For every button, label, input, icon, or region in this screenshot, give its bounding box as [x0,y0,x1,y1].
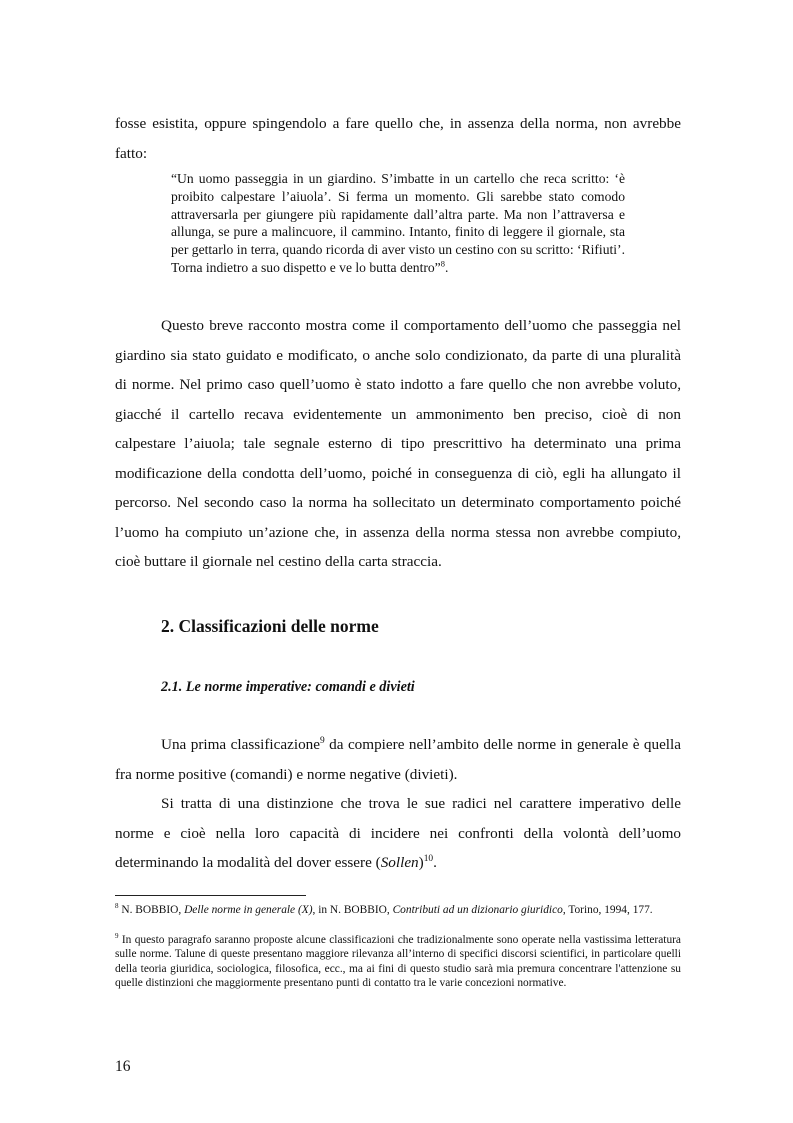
footnote-divider [115,895,306,896]
page-number: 16 [115,1058,131,1075]
block-quote: “Un uomo passeggia in un giardino. S’imbatte in un cartello che reca scritto: ‘è proibito calpestare l’aiuola’. Si ferma un momento. Gli sarebbe stato comodo attraversarla per giungere più rapidamente dall’altra parte. Ma non l’attraversa e allunga, se pure a malincuore, il cammino. Intanto, finito di leggere il giornale, sta per gettarlo in terra, quando ricorda di aver visto un cestino con su scritto: ‘Rifiuti’. Torna indietro a suo dispetto e ve lo butta dentro”$^8$. [171,171,625,275]
subsection-heading: 2.1. Le norme imperative: comandi e divieti [161,679,415,695]
section-heading: 2. Classificazioni delle norme [161,616,379,636]
footnote-8: $^8$ N. BOBBIO, Delle norme in generale (X), in N. BOBBIO, Contributi ad un dizionario giuridico, Torino, 1994, 177. [115,902,653,916]
body-paragraph-3: Si tratta di una distinzione che trova le sue radici nel carattere imperativo delle norme e cioè nella loro capacità di incidere nei confronti della volontà dell’uomo determinando la modalità del dover essere (Sollen)$^{10}$. [115,795,681,871]
intro-paragraph: fosse esistita, oppure spingendolo a fare quello che, in assenza della norma, non avrebbe fatto: [115,115,681,162]
footnote-ref-9[interactable]: 9 [320,735,325,746]
footnote-ref-8[interactable]: 8 [440,258,445,269]
body-paragraph-1: Questo breve racconto mostra come il comportamento dell’uomo che passeggia nel giardino sia stato guidato e modificato, o anche solo condizionato, da parte di una pluralità di norme. Nel primo caso quell’uomo è stato indotto a fare quello che non avrebbe voluto, giacché il cartello recava evidentemente un ammonimento ben preciso, cioè di non calpestare l’aiuola; tale segnale esterno di tipo prescrittivo ha determinato una prima modificazione della condotta dell’uomo, poiché in conseguenza di ciò, egli ha allungato il percorso. Nel secondo caso la norma ha sollecitato un determinato comportamento poiché l’uomo ha compiuto un’azione che, in assenza della norma stessa non avrebbe compiuto, cioè buttare il giornale nel cestino della carta straccia. [115,317,681,570]
body-paragraph-2: Una prima classificazione$^9$ da compiere nell’ambito delle norme in generale è quella fra norme positive (comandi) e norme negative (divieti). [115,735,681,783]
footnote-9: $^9$ In questo paragrafo saranno proposte alcune classificazioni che tradizionalmente sono operate nella vastissima letteratura sulle norme. Talune di queste presentano maggiore rilevanza all’interno di specifici discorsi scientifici, in particolare quelli della teoria giuridica, sociologica, filosofica, ecc., ma ai fini di questo studio sarà mia premura concentrare l'attenzione su quelle distinzioni che maggiormente presentano punti di contatto tra le varie concezioni normative. [115,932,681,989]
footnote-ref-10[interactable]: 10 [423,853,434,864]
